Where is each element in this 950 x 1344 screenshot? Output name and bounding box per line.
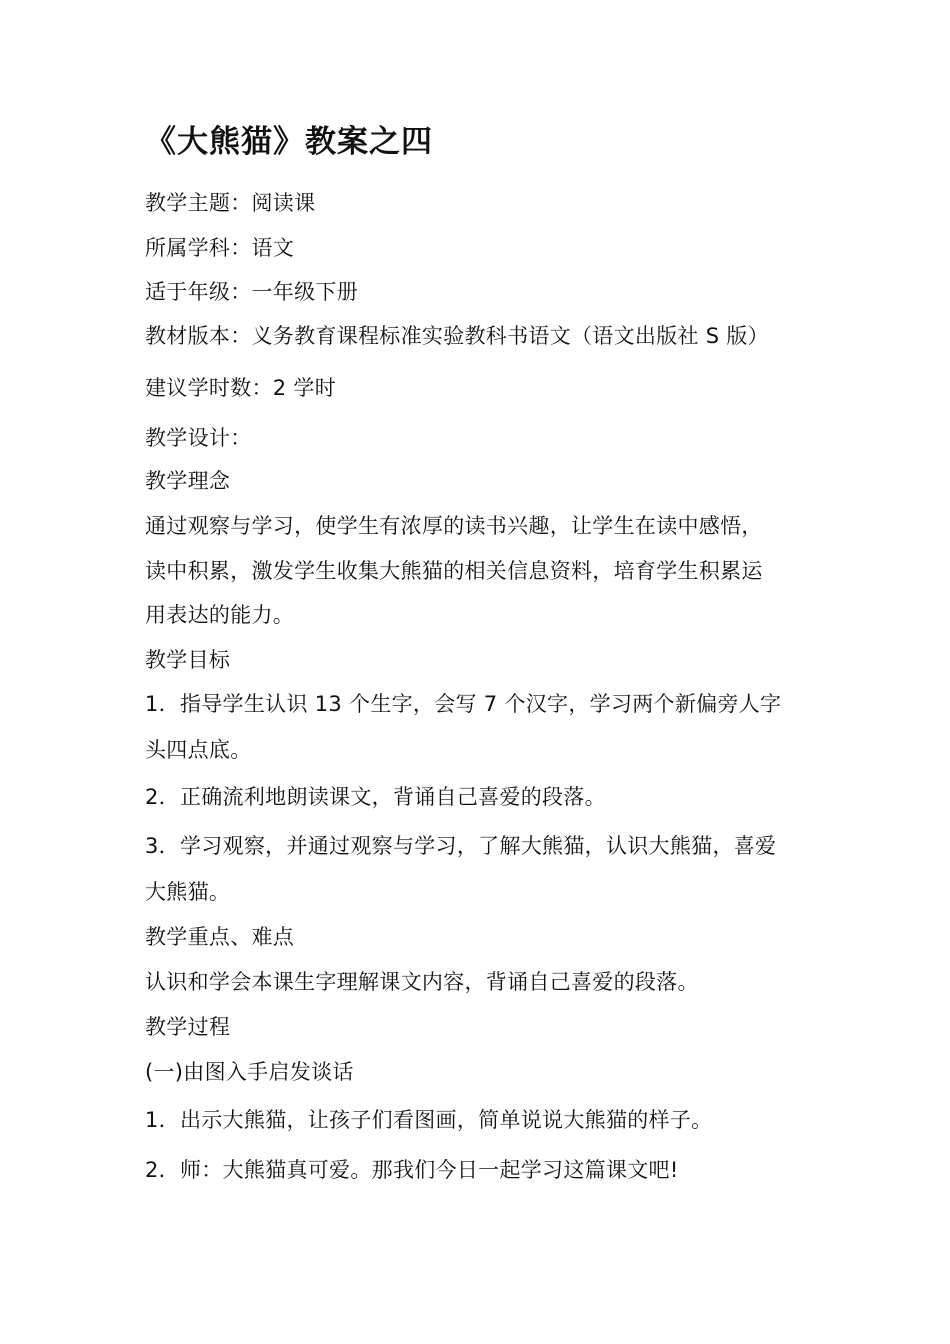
document-title: 《大熊猫》教案之四 (145, 124, 433, 160)
process-step-1: 1．出示大熊猫，让孩子们看图画，简单说说大熊猫的样子。 (145, 1108, 713, 1132)
process-step-2: 2．师：大熊猫真可爱。那我们今日一起学习这篇课文吧! (145, 1158, 679, 1182)
textbook-edition-line: 教材版本：义务教育课程标准实验教科书语文（语文出版社 S 版） (145, 324, 769, 348)
key-difficulty-text: 认识和学会本课生字理解课文内容，背诵自己喜爱的段落。 (145, 970, 699, 994)
key-difficulty-heading: 教学重点、难点 (145, 925, 295, 949)
teaching-design-heading: 教学设计： (145, 426, 252, 450)
teaching-theme-line: 教学主题：阅读课 (145, 191, 316, 215)
goal-3-line-1: 3．学习观察，并通过观察与学习，了解大熊猫，认识大熊猫，喜爱 (145, 834, 777, 858)
philosophy-text-line-1: 通过观察与学习，使学生有浓厚的读书兴趣，让学生在读中感悟， (145, 514, 763, 538)
goal-2-line: 2．正确流利地朗读课文，背诵自己喜爱的段落。 (145, 785, 606, 809)
teaching-process-heading: 教学过程 (145, 1015, 231, 1039)
process-section-1-heading: (一)由图入手启发谈话 (145, 1060, 354, 1084)
subject-line: 所属学科：语文 (145, 236, 295, 260)
goal-3-line-2: 大熊猫。 (145, 880, 231, 904)
teaching-goals-heading: 教学目标 (145, 648, 231, 672)
goal-1-line-1: 1．指导学生认识 13 个生字，会写 7 个汉字，学习两个新偏旁人字 (145, 692, 782, 716)
philosophy-text-line-2: 读中积累，激发学生收集大熊猫的相关信息资料，培育学生积累运 (145, 559, 763, 583)
philosophy-text-line-3: 用表达的能力。 (145, 603, 295, 627)
grade-line: 适于年级：一年级下册 (145, 280, 358, 304)
teaching-philosophy-heading: 教学理念 (145, 469, 231, 493)
goal-1-line-2: 头四点底。 (145, 738, 252, 762)
class-hours-line: 建议学时数：2 学时 (145, 376, 337, 400)
